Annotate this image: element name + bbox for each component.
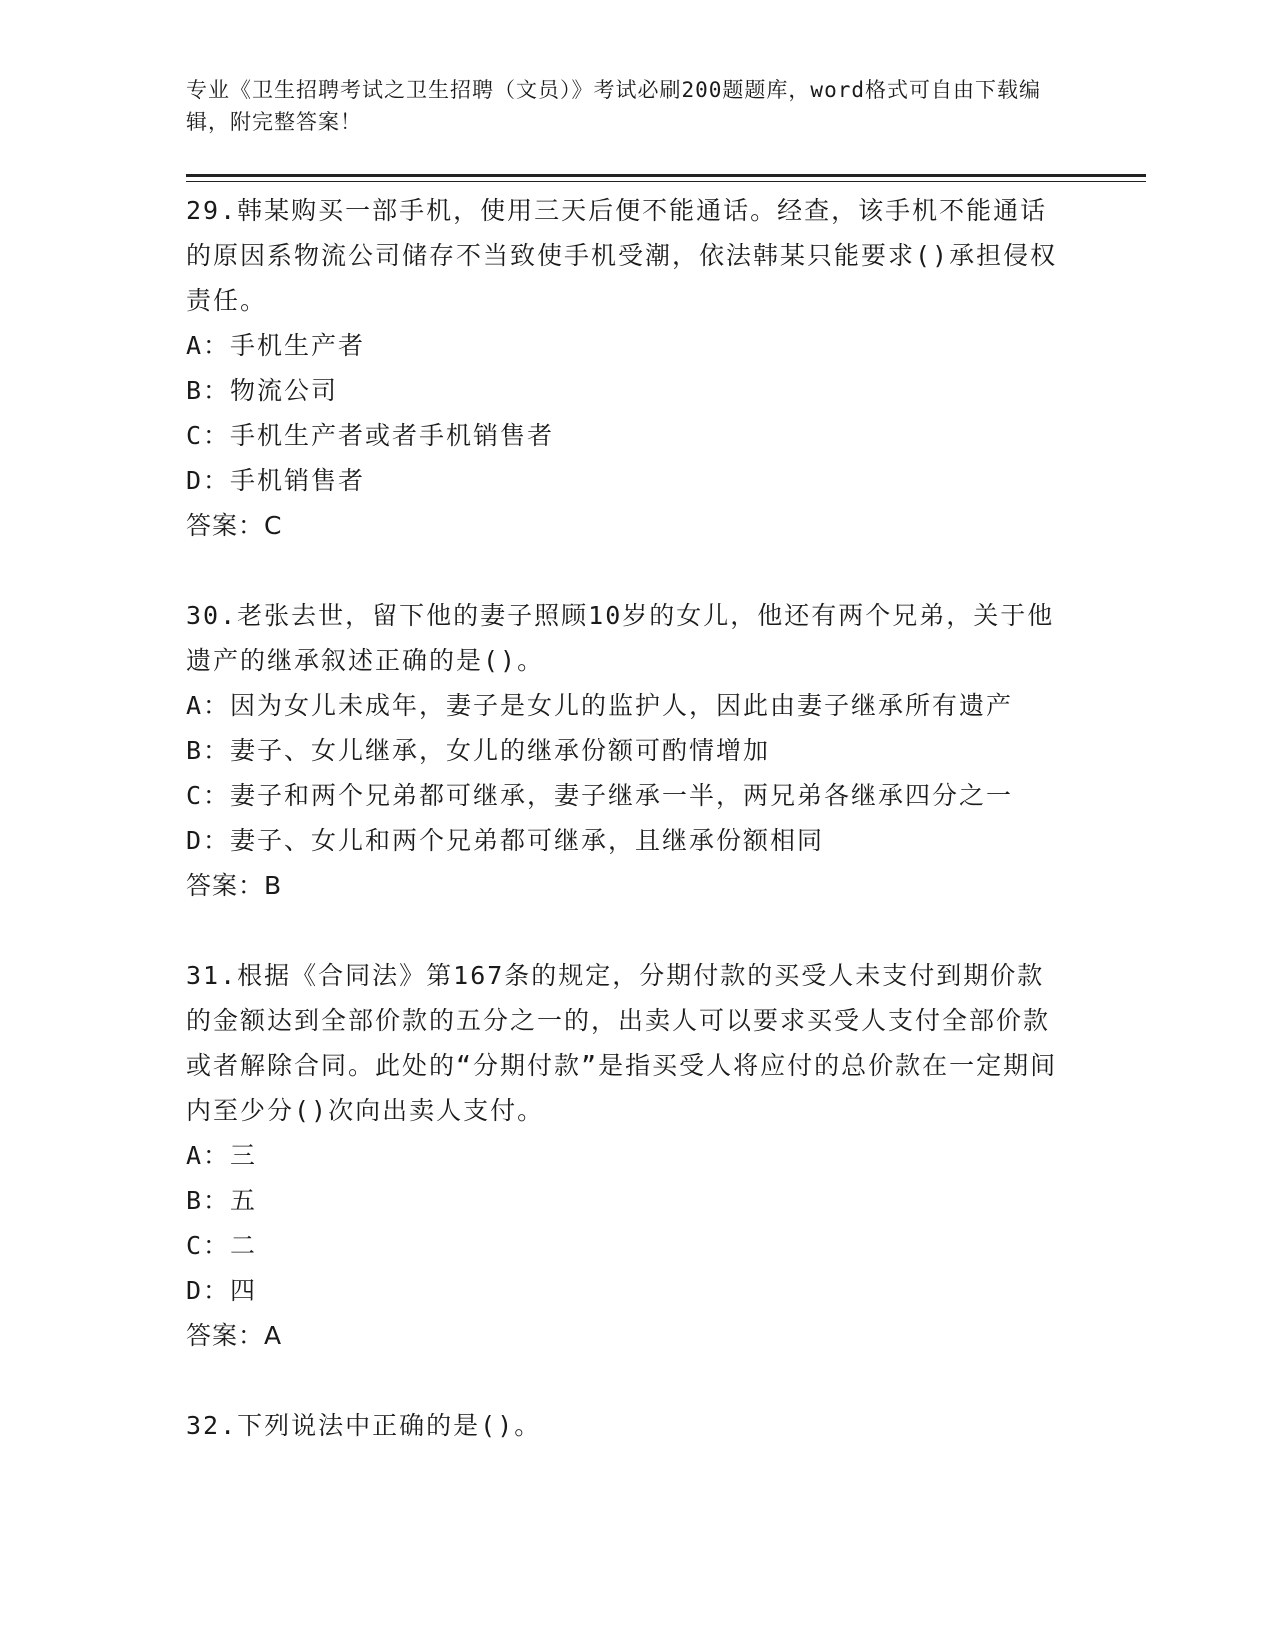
question-stem: 31.根据《合同法》第167条的规定，分期付款的买受人未支付到期价款的金额达到全部价款的五分之一的，出卖人可以要求买受人支付全部价款或者解除合同。此处的“分期付款”是指买受人将应付的总价款在一定期间内至少分()次向出卖人支付。: [186, 961, 1058, 1125]
option-b: B：五: [186, 1186, 258, 1215]
header-rule-thick: [186, 174, 1146, 177]
question-stem: 32.下列说法中正确的是()。: [186, 1411, 542, 1440]
option-a: A：因为女儿未成年，妻子是女儿的监护人，因此由妻子继承所有遗产: [186, 691, 1014, 720]
option-c: C：二: [186, 1231, 258, 1260]
answer-line: 答案：C: [186, 511, 283, 540]
option-c: C：妻子和两个兄弟都可继承，妻子继承一半，两兄弟各继承四分之一: [186, 781, 1014, 810]
header-title: 专业《卫生招聘考试之卫生招聘（文员）》考试必刷200题题库，word格式可自由下载编辑，附完整答案！: [186, 78, 1041, 134]
option-d: D：手机销售者: [186, 466, 366, 495]
question-stem: 30.老张去世，留下他的妻子照顾10岁的女儿，他还有两个兄弟，关于他遗产的继承叙述正确的是()。: [186, 601, 1055, 675]
option-b: B：物流公司: [186, 376, 339, 405]
question-stem: 29.韩某购买一部手机，使用三天后便不能通话。经查，该手机不能通话的原因系物流公司储存不当致使手机受潮，依法韩某只能要求()承担侵权责任。: [186, 196, 1058, 315]
header-rule-thin: [186, 181, 1146, 182]
option-c: C：手机生产者或者手机销售者: [186, 421, 555, 450]
question-31: [186, 953, 1066, 1358]
question-29: [186, 188, 1066, 548]
question-list: [186, 188, 1066, 1448]
option-a: A：三: [186, 1141, 258, 1170]
answer-line: 答案：A: [186, 1321, 283, 1350]
option-d: D：妻子、女儿和两个兄弟都可继承，且继承份额相同: [186, 826, 825, 855]
document-header: [186, 74, 1066, 138]
option-b: B：妻子、女儿继承，女儿的继承份额可酌情增加: [186, 736, 771, 765]
answer-line: 答案：B: [186, 871, 283, 900]
question-30: [186, 593, 1066, 908]
option-a: A：手机生产者: [186, 331, 366, 360]
question-32: [186, 1403, 1066, 1448]
option-d: D：四: [186, 1276, 258, 1305]
